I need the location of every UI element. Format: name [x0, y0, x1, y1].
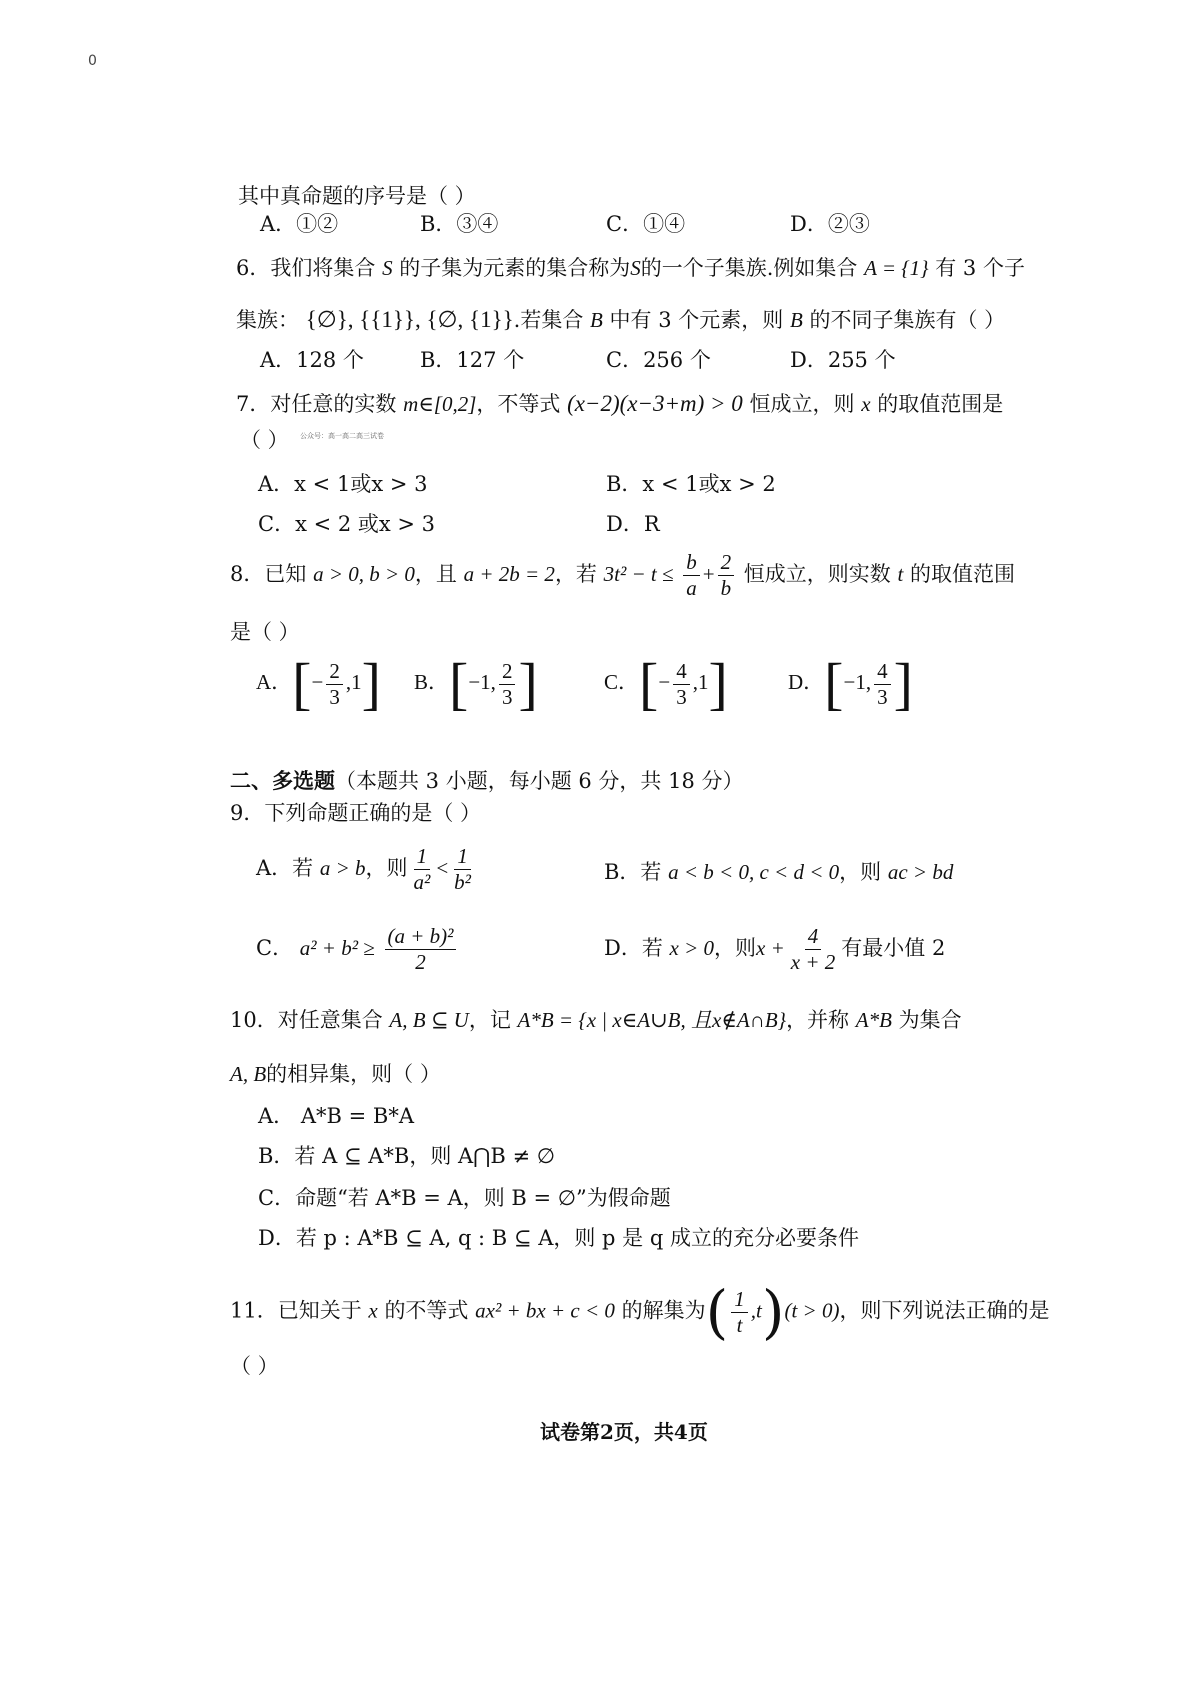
q6-line-1: 6．我们将集合 S 的子集为元素的集合称为S的一个子集族.例如集合 A = {1} 有 3 个子 [236, 256, 1025, 280]
q9-option-a: A．若 a > b，则 $\frac{1}{\text{a²}}$ < $\frac{1}{\text{b²}}$ [256, 844, 471, 894]
q7-option-d: D．R [606, 512, 660, 536]
q7-paren: （ ） [240, 428, 289, 452]
q6-option-b: B．127 个 [420, 348, 525, 372]
q6-option-c: C．256 个 [606, 348, 711, 372]
q6-line-2: 集族： {∅}, {{1}}, {∅, {1}}.若集合 B 中有 3 个元素，则 B 的不同子集族有（ ） [236, 307, 1006, 332]
page-footer: 试卷第2页，共4页 [540, 1420, 708, 1444]
q6-option-a: A．128 个 [260, 348, 364, 372]
q5-option-a: A．①② [260, 212, 339, 236]
q10-option-c: C．命题“若 A*B = A，则 B = ∅”为假命题 [258, 1186, 671, 1210]
q5-option-b: B．③④ [420, 212, 499, 236]
q8-option-d: D．[−1, $\frac{4}{3}$ ] [788, 651, 913, 716]
q11-paren: （ ） [230, 1354, 279, 1378]
q9-option-d: D．若 x > 0，则x + $\frac{4}{x + 2}$ 有最小值 2 [604, 924, 946, 974]
section-2-heading: 二、多选题（本题共 3 小题，每小题 6 分，共 18 分） [230, 768, 744, 793]
q10-option-b: B．若 A ⊆ A*B，则 A⋂B ≠ ∅ [258, 1144, 556, 1168]
q10-option-d: D．若 p : A*B ⊆ A, q : B ⊆ A，则 p 是 q 成立的充分必要条件 [258, 1226, 859, 1250]
q10-line-2: A, B的相异集，则（ ） [230, 1062, 441, 1086]
q8-frac-b-over-a: $\frac{b}{a}$ [683, 552, 700, 599]
q9-stem: 9．下列命题正确的是（ ） [230, 801, 482, 825]
q10-stem: 10．对任意集合 A, B ⊆ U，记 A*B = {x | x∈A∪B, 且x∉A∩B}，并称 A*B 为集合 [230, 1008, 962, 1032]
q6-option-d: D．255 个 [790, 348, 896, 372]
q8-frac-2-over-b: $\frac{2}{b}$ [718, 552, 735, 599]
q8-option-c: C．[− $\frac{4}{3}$ ,1] [604, 651, 728, 716]
q5-stem: 其中真命题的序号是（ ） [238, 184, 476, 208]
corner-mark: 0 [88, 53, 97, 69]
watermark: 公众号：高一高二高三试卷 [300, 432, 384, 440]
q5-option-d: D．②③ [790, 212, 870, 236]
q7-stem: 7．对任意的实数 m∈[0,2]，不等式 (x−2)(x−3+m) > 0 恒成立，则 x 的取值范围是 [236, 391, 1004, 416]
q9-option-c: C． a² + b² ≥ $\frac{\text{(a + b)²}}{2}$ [256, 926, 459, 973]
q11-stem: 11．已知关于 x 的不等式 ax² + bx + c < 0 的解集为( $\frac{1}{t}$ ,t)(t > 0)，则下列说法正确的是 [230, 1278, 1050, 1346]
q8-stem: 8．已知 a > 0, b > 0，且 a + 2b = 2，若 3t² − t ≤ $\frac{b}{a}$ + $\frac{2}{b}$ 恒成立，则实数 t 的取值范围 [230, 550, 1015, 600]
q8-option-a: A．[− $\frac{2}{3}$ ,1] [256, 651, 381, 716]
q9-option-b: B．若 a < b < 0, c < d < 0，则 ac > bd [604, 860, 954, 884]
q7-option-c: C．x < 2 或x > 3 [258, 512, 436, 536]
q7-option-b: B．x < 1或x > 2 [606, 472, 776, 496]
q8-option-b: B．[−1, $\frac{2}{3}$ ] [414, 651, 538, 716]
q10-option-a: A． A*B = B*A [258, 1104, 414, 1128]
q8-line-2: 是（ ） [230, 620, 300, 644]
q7-option-a: A．x < 1或x > 3 [258, 472, 428, 496]
q5-option-c: C．①④ [606, 212, 686, 236]
